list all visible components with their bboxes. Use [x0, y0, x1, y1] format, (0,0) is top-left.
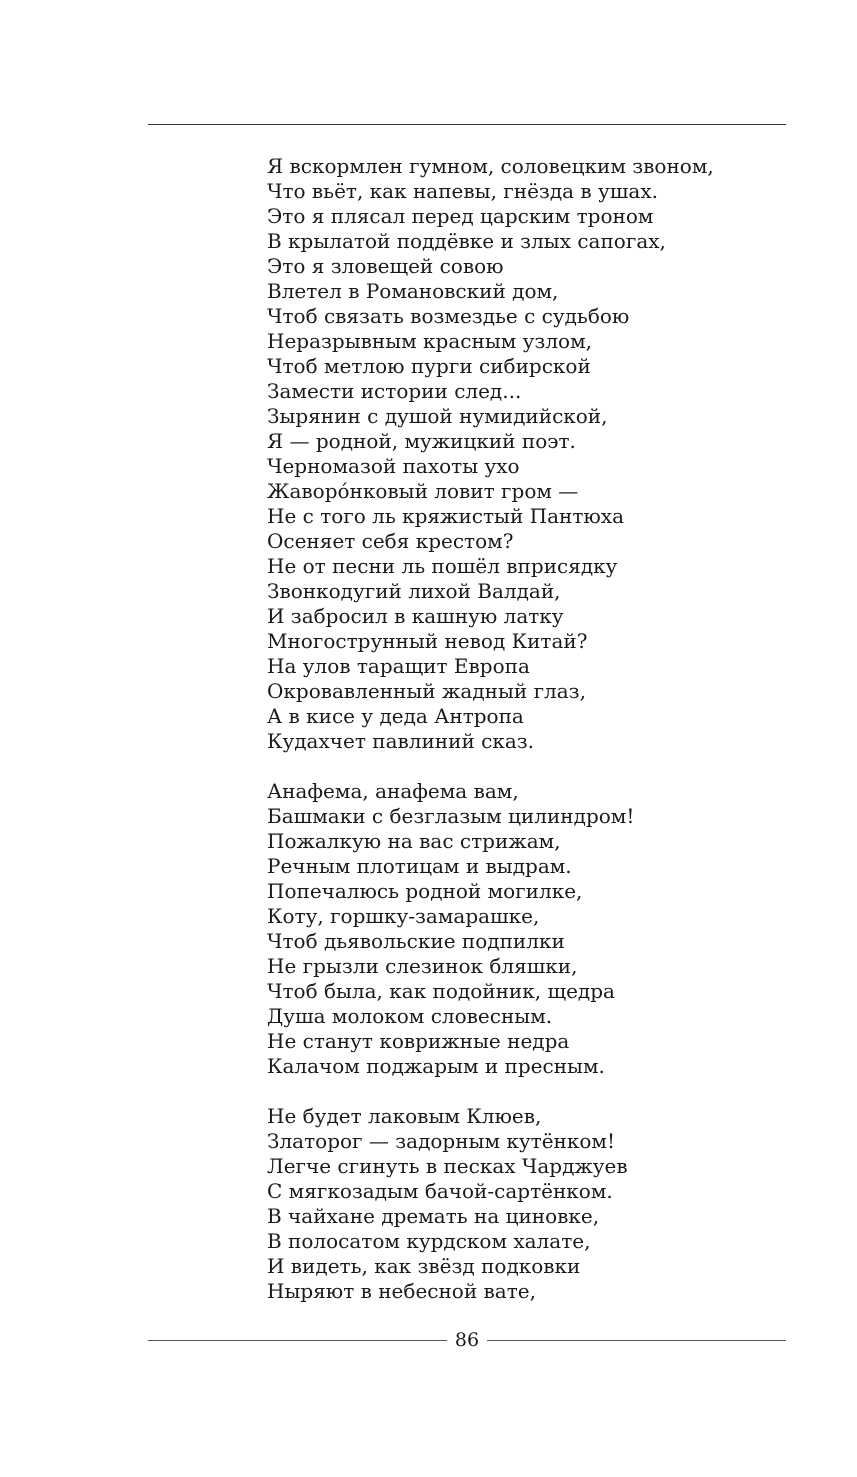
- poem-line: Не станут коврижные недра: [267, 1029, 570, 1053]
- poem-line: Это я плясал перед царским троном: [267, 204, 654, 228]
- poem-line: А в кисе у деда Антропа: [267, 704, 524, 728]
- poem-text: [267, 154, 807, 1329]
- poem-line: Кудахчет павлиний сказ.: [267, 729, 535, 753]
- stanza: [267, 1104, 807, 1304]
- poem-line: Окровавленный жадный глаз,: [267, 679, 586, 703]
- poem-line: Чтоб метлою пурги сибирской: [267, 354, 591, 378]
- poem-line: Чтоб была, как подойник, щедра: [267, 979, 615, 1003]
- poem-line: Жаворо́нковый ловит гром —: [267, 479, 579, 503]
- poem-line: Зырянин с душой нумидийской,: [267, 404, 608, 428]
- footer-rule-right: [487, 1340, 786, 1341]
- poem-line: Чтоб дьявольские подпилки: [267, 929, 565, 953]
- poem-line: Душа молоком словесным.: [267, 1004, 553, 1028]
- poem-line: Это я зловещей совою: [267, 254, 504, 278]
- poem-line: Что вьёт, как напевы, гнёзда в ушах.: [267, 179, 658, 203]
- poem-line: Пожалкую на вас стрижам,: [267, 829, 561, 853]
- poem-line: Не грызли слезинок бляшки,: [267, 954, 578, 978]
- page-number: 86: [454, 1329, 480, 1351]
- poem-line: Черномазой пахоты ухо: [267, 454, 520, 478]
- stanza: [267, 779, 807, 1079]
- poem-line: В чайхане дремать на циновке,: [267, 1204, 600, 1228]
- poem-line: Башмаки с безглазым цилиндром!: [267, 804, 635, 828]
- poem-line: Анафема, анафема вам,: [267, 779, 519, 803]
- poem-line: На улов таращит Европа: [267, 654, 530, 678]
- poem-line: И забросил в кашную латку: [267, 604, 564, 628]
- poem-line: Осеняет себя крестом?: [267, 529, 514, 553]
- poem-line: Не от песни ль пошёл вприсядку: [267, 554, 618, 578]
- stanza: [267, 154, 807, 754]
- poem-line: Легче сгинуть в песках Чарджуев: [267, 1154, 628, 1178]
- page-footer: [148, 1328, 786, 1352]
- poem-line: С мягкозадым бачой-сартёнком.: [267, 1179, 613, 1203]
- poem-line: Попечалюсь родной могилке,: [267, 879, 583, 903]
- poem-line: Влетел в Романовский дом,: [267, 279, 559, 303]
- poem-line: Многострунный невод Китай?: [267, 629, 588, 653]
- poem-line: И видеть, как звёзд подковки: [267, 1254, 581, 1278]
- poem-line: Я — родной, мужицкий поэт.: [267, 429, 576, 453]
- poem-line: В крылатой поддёвке и злых сапогах,: [267, 229, 666, 253]
- poem-line: Ныряют в небесной вате,: [267, 1279, 536, 1303]
- poem-line: Звонкодугий лихой Валдай,: [267, 579, 561, 603]
- header-rule: [148, 124, 786, 125]
- poem-line: Речным плотицам и выдрам.: [267, 854, 572, 878]
- poem-line: Я вскормлен гумном, соловецким звоном,: [267, 154, 714, 178]
- poem-line: Златорог — задорным кутёнком!: [267, 1129, 616, 1153]
- poem-line: Не будет лаковым Клюев,: [267, 1104, 542, 1128]
- footer-rule-left: [148, 1340, 447, 1341]
- poem-line: В полосатом курдском халате,: [267, 1229, 591, 1253]
- poem-line: Не с того ль кряжистый Пантюха: [267, 504, 625, 528]
- poem-line: Коту, горшку-замарашке,: [267, 904, 540, 928]
- poem-line: Замести истории след...: [267, 379, 522, 403]
- poem-line: Неразрывным красным узлом,: [267, 329, 592, 353]
- poem-line: Чтоб связать возмездье с судьбою: [267, 304, 630, 328]
- poem-line: Калачом поджарым и пресным.: [267, 1054, 605, 1078]
